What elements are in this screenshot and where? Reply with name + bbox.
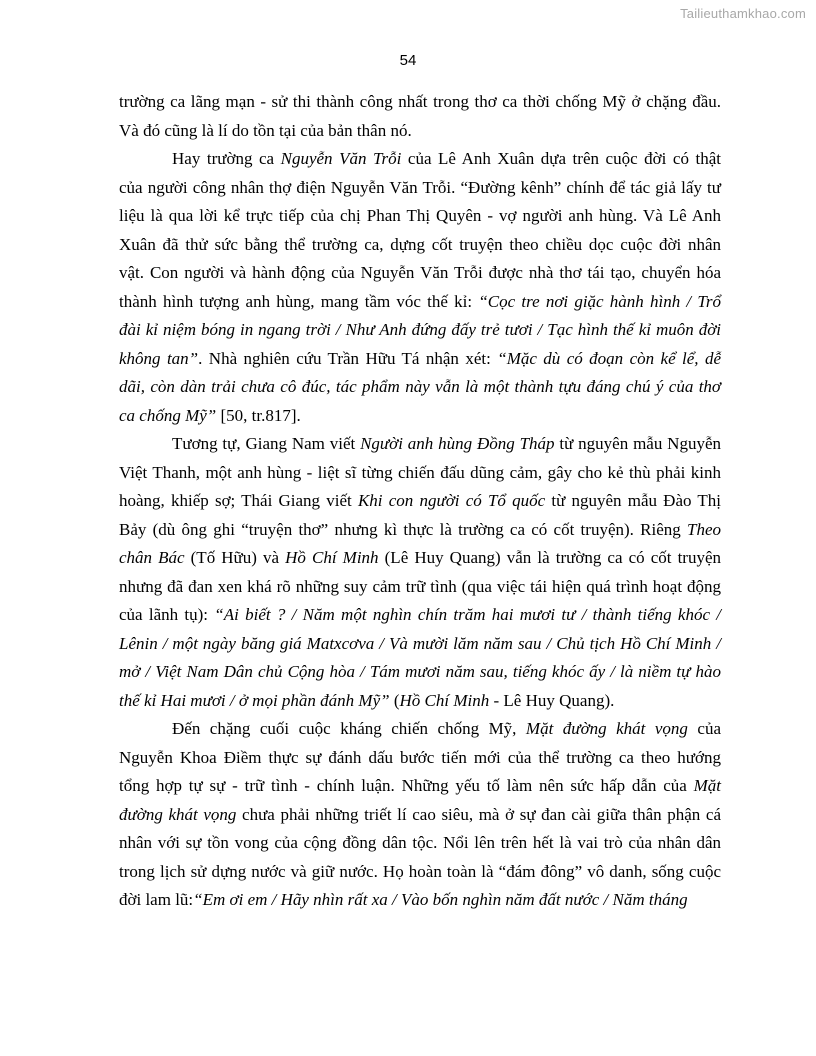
document-body (119, 88, 721, 915)
text-line (119, 117, 721, 146)
paragraph (119, 145, 721, 430)
text-line (119, 715, 721, 744)
italic-text: ca chống Mỹ” (119, 405, 217, 425)
text-line (119, 573, 721, 602)
text-run: vật. Con người và hành động của Nguyễn Văn Trỗi được nhà thơ tái tạo, chuyển hóa (119, 263, 721, 282)
text-run: của lãnh tụ): (119, 605, 215, 624)
italic-text: Hồ Chí Minh (285, 548, 379, 567)
text-line (119, 687, 721, 716)
text-line (119, 373, 721, 402)
italic-text: Nguyễn Văn Trỗi (280, 149, 402, 168)
text-run: Tương tự, Giang Nam viết (172, 434, 361, 453)
italic-text: không tan” (119, 348, 199, 368)
text-run: . Nhà nghiên cứu Trần Hữu Tá nhận xét: (198, 348, 498, 368)
italic-text: Lênin / một ngày băng giá Matxcơva / Và mười lăm năm sau / Chủ tịch Hồ Chí Minh / (119, 633, 721, 653)
text-run: nhân với sự tồn vong của cộng đồng dân tộc. Nổi lên trên hết là vai trò của nhân dân (119, 833, 721, 852)
text-line (119, 174, 721, 203)
italic-text: Theo (687, 519, 721, 539)
text-run: trong lịch sử dựng nước và giữ nước. Họ hoàn toàn là “đám đông” vô danh, sống cuộc (119, 861, 721, 881)
text-line (119, 772, 721, 801)
text-run: Đến chặng cuối cuộc kháng chiến chống Mỹ, (172, 719, 526, 738)
italic-text: Mặt (693, 776, 721, 795)
text-run: Việt Thanh, một anh hùng - liệt sĩ từng chiến đấu dũng cảm, gây cho kẻ thù phải kinh (119, 462, 721, 482)
text-line (119, 886, 721, 915)
italic-text: đài kỉ niệm bóng in ngang trời / Như Anh đứng đấy trẻ tươi / Tạc hình thế kỉ muôn đời (119, 320, 721, 339)
text-line (119, 402, 721, 431)
italic-text: “Ai biết ? / Năm một nghìn chín trăm hai mươi tư / thành tiếng khóc / (214, 605, 721, 624)
text-line (119, 459, 721, 488)
text-run: Nguyễn Khoa Điềm thực sự đánh dấu bước tiến mới của thể trường ca theo hướng (119, 747, 721, 767)
text-run: [50, tr.817]. (216, 405, 301, 425)
italic-text: đường khát vọng (119, 804, 237, 824)
text-line (119, 345, 721, 374)
text-run: thành hình tượng anh hùng, mang tầm vóc thế kỉ: (119, 291, 479, 311)
paragraph (119, 430, 721, 715)
text-run: từ nguyên mẫu Nguyễn (554, 434, 721, 453)
text-run: (Lê Huy Quang) vẫn là trường ca có cốt truyện (378, 548, 721, 567)
text-run: chưa phải những triết lí cao siêu, mà ở sự đan cài giữa thân phận cá (236, 804, 721, 824)
text-line (119, 801, 721, 830)
text-line (119, 430, 721, 459)
text-line (119, 202, 721, 231)
text-run: tổng hợp tự sự - trữ tình - chính luận. Những yếu tố làm nên sức hấp dẫn của (119, 776, 694, 795)
text-line (119, 516, 721, 545)
text-run: của (687, 719, 721, 738)
text-line (119, 601, 721, 630)
watermark-text: Tailieuthamkhao.com (680, 6, 806, 21)
text-run: từ nguyên mẫu Đào Thị (545, 491, 722, 510)
text-run: Hay trường ca (172, 149, 281, 168)
page-number: 54 (399, 52, 417, 69)
italic-text: “Cọc tre nơi giặc hành hình / Trổ (478, 291, 721, 311)
text-line (119, 658, 721, 687)
italic-text: dãi, còn dàn trải chưa cô đúc, tác phẩm này vẫn là một thành tựu đáng chú ý của thơ (119, 377, 721, 396)
text-line (119, 544, 721, 573)
text-run: - Lê Huy Quang). (489, 690, 615, 710)
italic-text: thế kỉ Hai mươi / ở mọi phần đánh Mỹ” (119, 690, 390, 710)
text-run: hoàng, khiếp sợ; Thái Giang viết (119, 491, 358, 510)
italic-text: Người anh hùng Đồng Tháp (360, 434, 555, 453)
text-run: của Lê Anh Xuân dựa trên cuộc đời có thật (401, 149, 721, 168)
text-run: của người công nhân thợ điện Nguyễn Văn Trỗi. “Đường kênh” chính để tác giả lấy tư (119, 177, 721, 197)
italic-text: chân Bác (119, 548, 185, 567)
text-line (119, 259, 721, 288)
italic-text: Hồ Chí Minh (399, 690, 490, 710)
text-run: Bảy (dù ông ghi “truyện thơ” nhưng kì thực là trường ca có cốt truyện). Riêng (119, 519, 687, 539)
text-run: liệu là qua lời kể trực tiếp của chị Phan Thị Quyên - vợ người anh hùng. Và Lê Anh (119, 206, 721, 225)
italic-text: mở / Việt Nam Dân chủ Cộng hòa / Tám mươi năm sau, tiếng khóc ấy / là niềm tự hào (119, 662, 721, 681)
text-line (119, 288, 721, 317)
text-run: (Tố Hữu) và (184, 548, 286, 567)
text-line (119, 487, 721, 516)
text-run: Xuân đã thử sức bằng thể trường ca, dựng cốt truyện theo chiều dọc cuộc đời nhân (119, 234, 721, 254)
text-run: trường ca lãng mạn - sử thi thành công nhất trong thơ ca thời chống Mỹ ở chặng đầu. (119, 92, 721, 111)
italic-text: Khi con người có Tổ quốc (357, 491, 546, 510)
paragraph (119, 715, 721, 915)
text-line (119, 858, 721, 887)
text-run: ( (389, 690, 400, 710)
text-run: Và đó cũng là lí do tồn tại của bản thân nó. (119, 120, 412, 140)
text-line (119, 231, 721, 260)
italic-text: Mặt đường khát vọng (525, 719, 688, 738)
text-run: nhưng đã đan xen khá rõ những suy cảm trữ tình (qua việc tái hiện quá trình hoạt động (119, 576, 721, 596)
text-line (119, 145, 721, 174)
italic-text: “Em ơi em / Hãy nhìn rất xa / Vào bốn nghìn năm đất nước / Năm tháng (193, 890, 688, 909)
text-line (119, 744, 721, 773)
text-line (119, 829, 721, 858)
paragraph (119, 88, 721, 145)
text-run: đời lam lũ: (119, 890, 194, 909)
italic-text: “Mặc dù có đoạn còn kể lể, dễ (497, 348, 721, 368)
text-line (119, 316, 721, 345)
text-line (119, 88, 721, 117)
text-line (119, 630, 721, 659)
